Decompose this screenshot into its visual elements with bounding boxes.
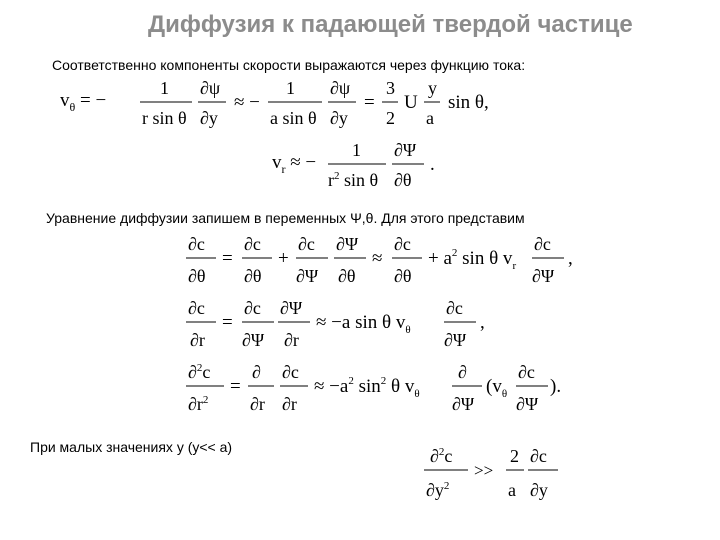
svg-text:∂: ∂ <box>458 362 467 382</box>
equation-inequality <box>424 440 574 506</box>
svg-text:3: 3 <box>386 78 395 98</box>
svg-text:a sin θ: a sin θ <box>270 108 317 128</box>
svg-text:≈ −a2 sin2 θ vθ: ≈ $-a^2$ $\sin^2 \theta$ $v_\theta$ <box>314 375 420 400</box>
svg-text:=: = <box>222 248 233 269</box>
svg-text:∂ψ: ∂ψ <box>330 78 351 98</box>
svg-text:∂2c: ∂$^2$c <box>430 446 453 466</box>
svg-text:2: 2 <box>510 446 519 466</box>
svg-text:∂c: ∂c <box>534 234 551 254</box>
equation-dc-dtheta <box>186 230 606 292</box>
svg-text:∂r: ∂r <box>284 330 299 350</box>
svg-text:∂y: ∂y <box>200 108 218 128</box>
svg-text:∂Ψ: ∂Ψ <box>516 394 539 414</box>
svg-text:=: = <box>222 312 233 333</box>
svg-text:,: , <box>480 312 485 333</box>
svg-text:>>: >> <box>474 461 494 480</box>
svg-text:≈ −a sin θ vθ: ≈ −a sin θ $v_\theta$ <box>316 312 411 336</box>
svg-text:∂Ψ: ∂Ψ <box>280 298 303 318</box>
svg-text:∂c: ∂c <box>244 298 261 318</box>
svg-text:y: y <box>428 78 437 98</box>
svg-text:∂c: ∂c <box>188 234 205 254</box>
svg-text:∂y: ∂y <box>330 108 348 128</box>
svg-text:∂ψ: ∂ψ <box>200 78 221 98</box>
svg-text:∂Ψ: ∂Ψ <box>394 140 417 160</box>
svg-text:∂c: ∂c <box>188 298 205 318</box>
equation-d2c-dr2 <box>186 358 586 420</box>
svg-text:U: U <box>404 92 418 113</box>
small-values-text: При малых значениях y (y<< a) <box>30 439 233 455</box>
svg-text:∂c: ∂c <box>394 234 411 254</box>
svg-text:.: . <box>430 154 435 175</box>
svg-text:∂c: ∂c <box>298 234 315 254</box>
equation-dc-dr <box>186 294 506 356</box>
svg-text:∂c: ∂c <box>530 446 547 466</box>
svg-text:1: 1 <box>160 78 169 98</box>
svg-text:vθ = −: $v_\theta$ = − <box>60 90 107 114</box>
svg-text:1: 1 <box>286 78 295 98</box>
svg-text:∂r: ∂r <box>282 394 297 414</box>
svg-text:≈ −: ≈ − <box>234 92 260 113</box>
svg-text:∂y: ∂y <box>530 480 548 500</box>
svg-text:∂: ∂ <box>252 362 261 382</box>
svg-text:∂c: ∂c <box>282 362 299 382</box>
svg-text:2: 2 <box>386 108 395 128</box>
svg-text:∂Ψ: ∂Ψ <box>532 266 555 286</box>
svg-text:≈: ≈ <box>372 248 383 269</box>
svg-text:1: 1 <box>352 140 361 160</box>
svg-text:a: a <box>508 480 516 500</box>
svg-text:).: ). <box>550 376 562 397</box>
svg-text:∂Ψ: ∂Ψ <box>336 234 359 254</box>
svg-text:∂c: ∂c <box>446 298 463 318</box>
svg-text:∂θ: ∂θ <box>188 266 206 286</box>
svg-text:∂θ: ∂θ <box>338 266 356 286</box>
intro-text: Соответственно компоненты скорости выражаются через функцию тока: <box>52 57 526 73</box>
svg-text:∂y2: $\partial y^2$ <box>426 480 450 500</box>
svg-text:(vθ: ($v_\theta$ <box>486 376 508 400</box>
svg-text:∂Ψ: ∂Ψ <box>444 330 467 350</box>
svg-text:=: = <box>364 92 375 113</box>
svg-text:∂Ψ: ∂Ψ <box>452 394 475 414</box>
svg-text:r sin θ: r sin θ <box>142 108 187 128</box>
svg-text:∂c: ∂c <box>244 234 261 254</box>
svg-text:sin θ,: sin θ, <box>448 92 489 113</box>
svg-text:∂Ψ: ∂Ψ <box>242 330 265 350</box>
svg-text:vr ≈ −: $v_r$ ≈ − <box>272 152 317 176</box>
svg-text:∂r: ∂r <box>190 330 205 350</box>
svg-text:a: a <box>426 108 434 128</box>
slide-title: Диффузия к падающей твердой частице <box>148 11 633 38</box>
svg-text:∂2c: ∂$^2$c <box>188 362 211 382</box>
svg-text:+ a2 sin θ vr: + $a^2$ sin θ $v_r$ <box>428 247 517 272</box>
svg-text:∂θ: ∂θ <box>244 266 262 286</box>
svg-text:∂Ψ: ∂Ψ <box>296 266 319 286</box>
equation-v-r <box>272 138 472 196</box>
diffusion-text: Уравнение диффузии запишем в переменных Ψ,θ. Для этого представим <box>46 210 525 226</box>
svg-text:∂r: ∂r <box>250 394 265 414</box>
svg-text:r2 sin θ: $r^2$ sin θ <box>328 170 379 190</box>
svg-text:+: + <box>278 248 289 269</box>
svg-text:∂c: ∂c <box>518 362 535 382</box>
equation-v-theta <box>60 74 580 138</box>
svg-text:∂r2: $\partial r^2$ <box>188 394 209 414</box>
svg-text:∂θ: ∂θ <box>394 170 412 190</box>
svg-text:=: = <box>230 376 241 397</box>
svg-text:,: , <box>568 248 573 269</box>
svg-text:∂θ: ∂θ <box>394 266 412 286</box>
